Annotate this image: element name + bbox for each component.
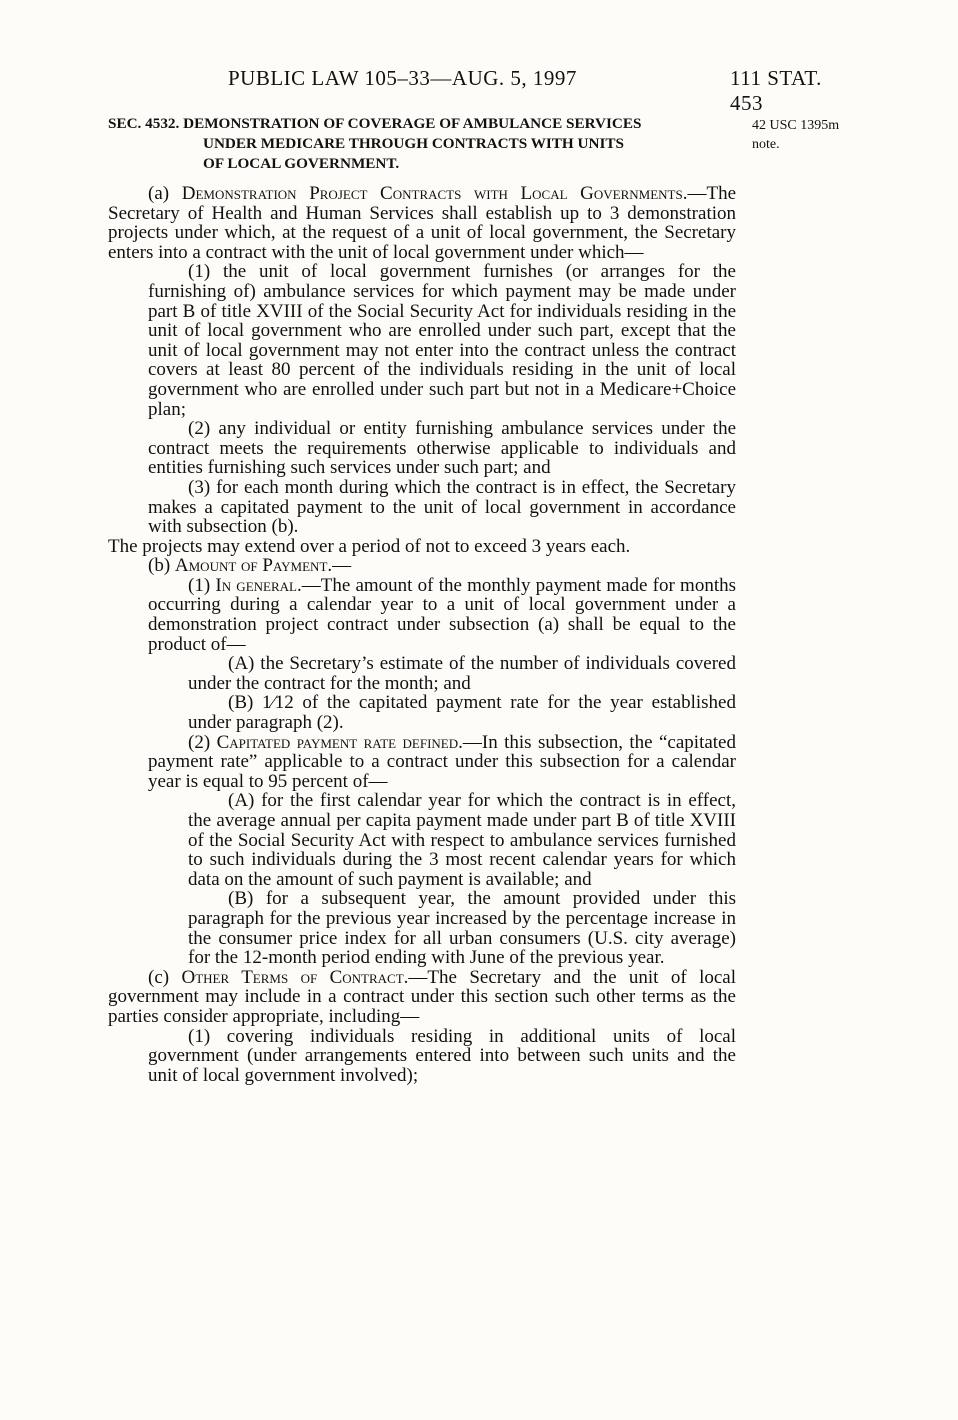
document-page xyxy=(108,66,848,1085)
subsection-b xyxy=(108,556,736,576)
subparagraph-b1B: (B) 1⁄12 of the capitated payment rate for the year established under paragraph (2). xyxy=(188,692,736,734)
subsection-a-closing: The projects may extend over a period of not to exceed 3 years each. xyxy=(108,535,631,557)
subsection-c-label: (c) xyxy=(148,966,170,988)
paragraph-a3: (3) for each month during which the contract is in effect, the Secretary makes a capitated payment to the unit of local government in accordance with subsection (b). xyxy=(148,476,736,538)
subsection-a-label: (a) xyxy=(148,183,170,204)
subparagraph-b2B: (B) for a subsequent year, the amount provided under this paragraph for the previous year increased by the percentage increase in the consumer price index for all urban consumers (U.S. city average) for the 12-month period ending with June of the previous year. xyxy=(188,888,736,969)
paragraph-b2-label: (2) xyxy=(188,731,211,753)
subsection-a-heading: Demonstration Project Contracts with Local Governments. xyxy=(181,183,688,204)
public-law-citation: PUBLIC LAW 105–33—AUG. 5, 1997 xyxy=(228,66,577,90)
subparagraph-b2A: (A) for the first calendar year for which the contract is in effect, the average annual per capita payment made under part B of title XVIII of the Social Security Act with respect to ambulance services furnished to such individuals during the 3 most recent calendar years for which data on the amount of such payment is available; and xyxy=(188,790,736,890)
paragraph-a2: (2) any individual or entity furnishing ambulance services under the contract meets the requirements otherwise applicable to individuals and entities furnishing such services under such part; and xyxy=(148,418,736,479)
paragraph-b1-heading: In general. xyxy=(215,574,302,596)
subsection-c-heading: Other Terms of Contract. xyxy=(181,966,409,988)
statute-page-number: 111 STAT. 453 xyxy=(730,66,822,115)
section-body xyxy=(108,184,736,1085)
section-heading-line-2: UNDER MEDICARE THROUGH CONTRACTS WITH UNITS xyxy=(203,135,624,152)
paragraph-b2-heading: Capitated payment rate defined. xyxy=(216,731,463,753)
paragraph-b1-text: —The amount of the monthly payment made for months occurring during a calendar year to a unit of local government under a demonstration project contract under subsection (a) shall be equal to the product of— xyxy=(148,574,736,655)
section-heading-line-3: OF LOCAL GOVERNMENT. xyxy=(203,155,400,172)
subsection-c-text: —The Secretary and the unit of local government may include in a contract under this section such other terms as the parties consider appropriate, including— xyxy=(108,966,736,1027)
subparagraph-b1A: (A) the Secretary’s estimate of the number of individuals covered under the contract for the month; and xyxy=(188,653,736,694)
paragraph-b2-text: —In this subsection, the “capitated payment rate” applicable to a contract under this subsection for a calendar year is equal to 95 percent of— xyxy=(148,731,736,792)
section-heading xyxy=(108,114,736,174)
section-heading-line-1: SEC. 4532. DEMONSTRATION OF COVERAGE OF AMBULANCE SERVICES xyxy=(108,115,642,132)
margin-note-suffix: note. xyxy=(752,137,780,152)
margin-note-citation: 42 USC 1395m xyxy=(752,118,840,133)
paragraph-b2 xyxy=(108,733,736,792)
margin-note xyxy=(752,116,862,154)
page-header xyxy=(108,66,848,115)
subsection-b-label: (b) xyxy=(148,555,171,577)
subsection-b-dash: — xyxy=(332,555,352,577)
paragraph-b1-label: (1) xyxy=(188,574,211,596)
paragraph-a1: (1) the unit of local government furnishes (or arranges for the furnishing of) ambulance services for which payment may be made under part B of title XVIII of the Social Security Act for individuals residing in the unit of local government who are enrolled under such part, except that the unit of local government may not enter into the contract unless the contract covers at least 80 percent of the individuals residing in the unit of local government who are enrolled under such part but not in a Medicare+Choice plan; xyxy=(148,261,736,420)
paragraph-b1 xyxy=(108,576,736,654)
subsection-b-heading: Amount of Payment. xyxy=(174,555,333,577)
subsection-a-text: —The Secretary of Health and Human Services shall establish up to 3 demonstration projects under which, at the request of a unit of local government, the Secretary enters into a contract with the unit of local government under which— xyxy=(108,183,737,263)
subsection-a xyxy=(108,184,736,262)
paragraph-c1: (1) covering individuals residing in additional units of local government (under arrangements entered into between such units and the unit of local government involved); xyxy=(148,1025,736,1086)
subsection-c xyxy=(108,968,736,1027)
